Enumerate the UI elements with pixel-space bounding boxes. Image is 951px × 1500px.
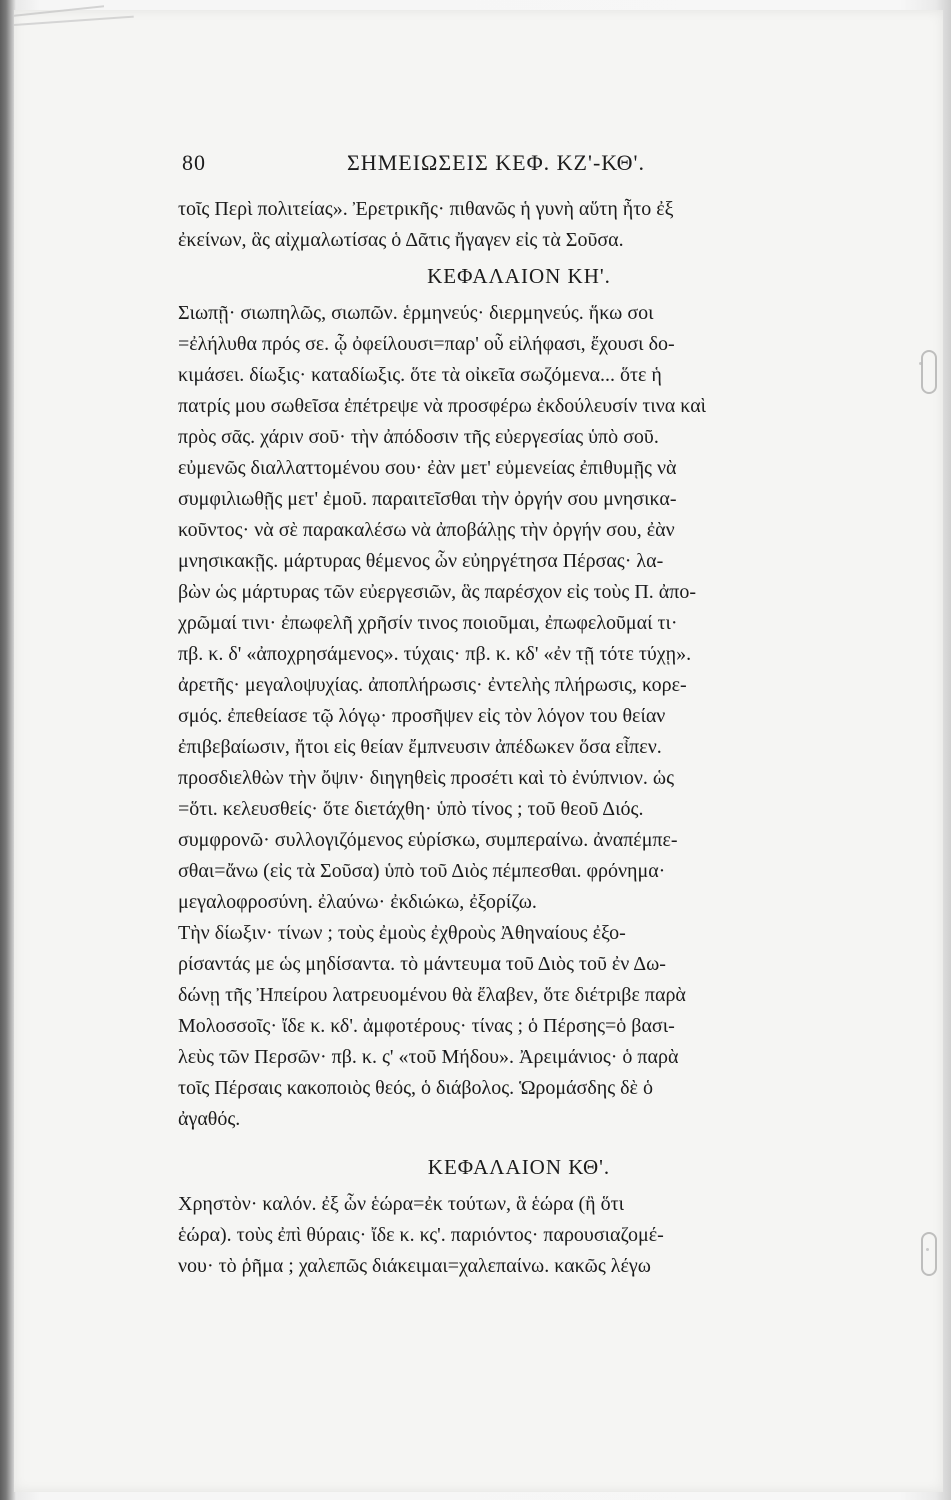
text-line: βὼν ὡς μάρτυρας τῶν εὐεργεσιῶν, ἃς παρέσχον εἰς τοὺς Π. ἀπο- — [178, 581, 697, 603]
text-line: λεὺς τῶν Περσῶν· πβ. κ. ς' «τοῦ Μήδου». Ἀρειμάνιος· ὁ παρὰ — [178, 1046, 679, 1068]
text-line: Τὴν δίωξιν· τίνων ; τοὺς ἐμοὺς ἐχθροὺς Ἀθηναίους ἐξο- — [178, 922, 626, 944]
text-line: ἐκείνων, ἃς αἰχμαλωτίσας ὁ Δᾶτις ἤγαγεν εἰς τὰ Σοῦσα. — [178, 229, 624, 251]
text-line: πρὸς σᾶς. χάριν σοῦ· τὴν ἀπόδοσιν τῆς εὐεργεσίας ὑπὸ σοῦ. — [178, 426, 659, 448]
text-line: τοῖς Περὶ πολιτείας». Ἐρετρικῆς· πιθανῶς ἡ γυνὴ αὕτη ἦτο ἐξ — [178, 198, 674, 220]
page-number: 80 — [182, 150, 206, 175]
text-line: ρίσαντάς με ὡς μηδίσαντα. τὸ μάντευμα τοῦ Διὸς τοῦ ἐν Δω- — [178, 953, 666, 975]
text-line: Χρηστὸν· καλόν. ἐξ ὧν ἑώρα=ἐκ τούτων, ἃ ἑώρα (ἢ ὅτι — [178, 1193, 625, 1215]
page-header — [182, 150, 852, 186]
text-line: σμός. ἐπεθείασε τῷ λόγῳ· προσῆψεν εἰς τὸν λόγον του θείαν — [178, 705, 666, 727]
main-text — [178, 194, 860, 1282]
text-line: πατρίς μου σωθεῖσα ἐπέτρεψε νὰ προσφέρω ἐκδούλευσίν τινα καὶ — [178, 395, 707, 417]
text-line: =ἐλήλυθα πρός σε. ᾧ ὀφείλουσι=παρ' οὗ εἰλήφασι, ἔχουσι δο- — [178, 333, 675, 355]
text-line: συμφρονῶ· συλλογιζόμενος εὑρίσκω, συμπεραίνω. ἀναπέμπε- — [178, 829, 678, 851]
section-heading: ΚΕΦΑΛΑΙΟΝ ΚΗ'. — [427, 264, 611, 288]
text-line: προσδιελθὼν τὴν ὄψιν· διηγηθεὶς προσέτι καὶ τὸ ἐνύπνιον. ὡς — [178, 767, 674, 789]
text-line: τοῖς Πέρσαις κακοποιὸς θεός, ὁ διάβολος. Ὡρομάσδης δὲ ὁ — [178, 1077, 653, 1099]
text-line: συμφιλιωθῇς μετ' ἐμοῦ. παραιτεῖσθαι τὴν ὀργήν σου μνησικα- — [178, 488, 677, 510]
text-line: μεγαλοφροσύνη. ἐλαύνω· ἐκδιώκω, ἐξορίζω. — [178, 891, 537, 913]
text-line: ἀγαθός. — [178, 1108, 241, 1130]
text-line: εὐμενῶς διαλλαττομένου σου· ἐὰν μετ' εὐμενείας ἐπιθυμῇς νὰ — [178, 457, 677, 479]
running-title: ΣΗΜΕΙΩΣΕΙΣ ΚΕΦ. ΚΖ'-ΚΘ'. — [347, 150, 645, 175]
section-heading: ΚΕΦΑΛΑΙΟΝ ΚΘ'. — [427, 1155, 611, 1179]
text-line: χρῶμαί τινι· ἐπωφελῆ χρῆσίν τινος ποιοῦμαι, ἐπωφελοῦμαί τι· — [178, 612, 678, 634]
paper-speck — [926, 1248, 929, 1251]
text-line: κοῦντος· νὰ σὲ παρακαλέσω νὰ ἀποβάλῃς τὴν ὀργήν σου, ἐὰν — [178, 519, 675, 541]
text-line: ἀρετῆς· μεγαλοψυχίας. ἀποπλήρωσις· ἐντελὴς πλήρωσις, κορε- — [178, 674, 687, 696]
text-line: ἑώρα). τοὺς ἐπὶ θύραις· ἴδε κ. κς'. παριόντος· παρουσιαζομέ- — [178, 1224, 664, 1246]
text-line: νου· τὸ ῥῆμα ; χαλεπῶς διάκειμαι=χαλεπαίνω. κακῶς λέγω — [178, 1255, 651, 1277]
text-line: μνησικακῇς. μάρτυρας θέμενος ὧν εὐηργέτησα Πέρσας· λα- — [178, 550, 664, 572]
binding-hole-mark — [921, 350, 937, 394]
text-line: κιμάσει. δίωξις· καταδίωξις. ὅτε τὰ οἰκεῖα σωζόμενα... ὅτε ἡ — [178, 364, 662, 386]
text-line: Μολοσσοῖς· ἴδε κ. κδ'. ἀμφοτέρους· τίνας ; ὁ Πέρσης=ὁ βασι- — [178, 1015, 675, 1037]
text-line: πβ. κ. δ' «ἀποχρησάμενος». τύχαις· πβ. κ. κδ' «ἐν τῇ τότε τύχῃ». — [178, 643, 692, 665]
text-line: σθαι=ἄνω (εἰς τὰ Σοῦσα) ὑπὸ τοῦ Διὸς πέμπεσθαι. φρόνημα· — [178, 860, 666, 882]
binding-hole-mark — [921, 1232, 937, 1276]
text-line: ἐπιβεβαίωσιν, ἤτοι εἰς θείαν ἔμπνευσιν ἀπέδωκεν ὅσα εἶπεν. — [178, 736, 662, 758]
section-spacer — [178, 1135, 860, 1147]
page-corner-fold — [14, 5, 104, 46]
text-line: δώνῃ τῆς Ἠπείρου λατρευομένου θὰ ἔλαβεν, ὅτε διέτριβε παρὰ — [178, 984, 686, 1006]
paper-speck — [919, 362, 922, 365]
text-line: Σιωπῇ· σιωπηλῶς, σιωπῶν. ἑρμηνεύς· διερμηνεύς. ἥκω σοι — [178, 302, 654, 324]
text-line: =ὅτι. κελευσθείς· ὅτε διετάχθη· ὑπὸ τίνος ; τοῦ θεοῦ Διός. — [178, 798, 644, 820]
